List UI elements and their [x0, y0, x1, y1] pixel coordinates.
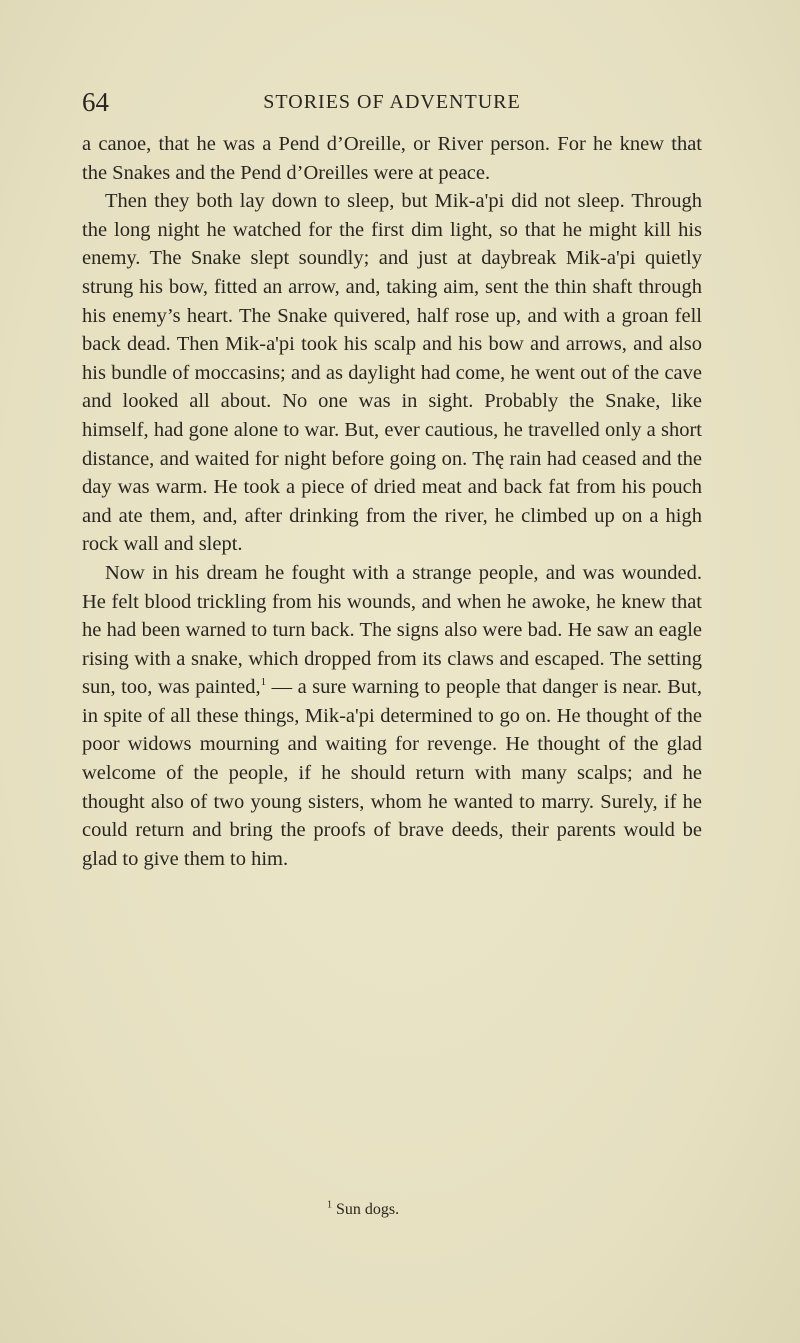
- footnote-text: Sun dogs.: [336, 1201, 400, 1218]
- body-text: [82, 130, 702, 873]
- paragraph-3: [82, 559, 702, 874]
- footnote-reference: 1: [260, 676, 267, 689]
- footnote-marker: 1: [327, 1199, 332, 1211]
- footnote: [327, 1199, 399, 1221]
- running-head: STORIES OF ADVENTURE: [263, 91, 521, 113]
- paragraph-3-text-end: — a sure warning to people that danger is near. But, in spite of all these things, Mik-a'pi determined to go on. He thought of the poor widows mourning and waiting for revenge. He thought of the glad welcome of the people, if he should return with many scalps; and he thought also of two young sisters, whom he wanted to marry. Surely, if he could return and bring the proofs of brave deeds, their parents would be glad to give them to him.: [82, 676, 702, 870]
- paragraph-1: a canoe, that he was a Pend d’Oreille, or River person. For he knew that the Snakes and the Pend d’Oreilles were at peace.: [82, 133, 702, 184]
- paragraph-2: Then they both lay down to sleep, but Mik-a'pi did not sleep. Through the long night he watched for the first dim light, so that he might kill his enemy. The Snake slept soundly; and just at daybreak Mik-a'pi quietly strung his bow, fitted an arrow, and, taking aim, sent the thin shaft through his enemy’s heart. The Snake quivered, half rose up, and with a groan fell back dead. Then Mik-a'pi took his scalp and his bow and arrows, and also his bundle of moccasins; and as daylight had come, he went out of the cave and looked all about. No one was in sight. Probably the Snake, like himself, had gone alone to war. But, ever cautious, he travelled only a short distance, and waited for night before going on. Thę rain had ceased and the day was warm. He took a piece of dried meat and back fat from his pouch and ate them, and, after drinking from the river, he climbed up on a high rock wall and slept.: [82, 190, 702, 556]
- paragraph-3-text-start: Now in his dream he fought with a strange people, and was wounded. He felt blood trickling from his wounds, and when he awoke, he knew that he had been warned to turn back. The signs also were bad. He saw an eagle rising with a snake, which dropped from its claws and escaped. The setting sun, too, was painted,: [82, 561, 702, 699]
- page-number: 64: [82, 87, 109, 117]
- page-header: [82, 82, 702, 122]
